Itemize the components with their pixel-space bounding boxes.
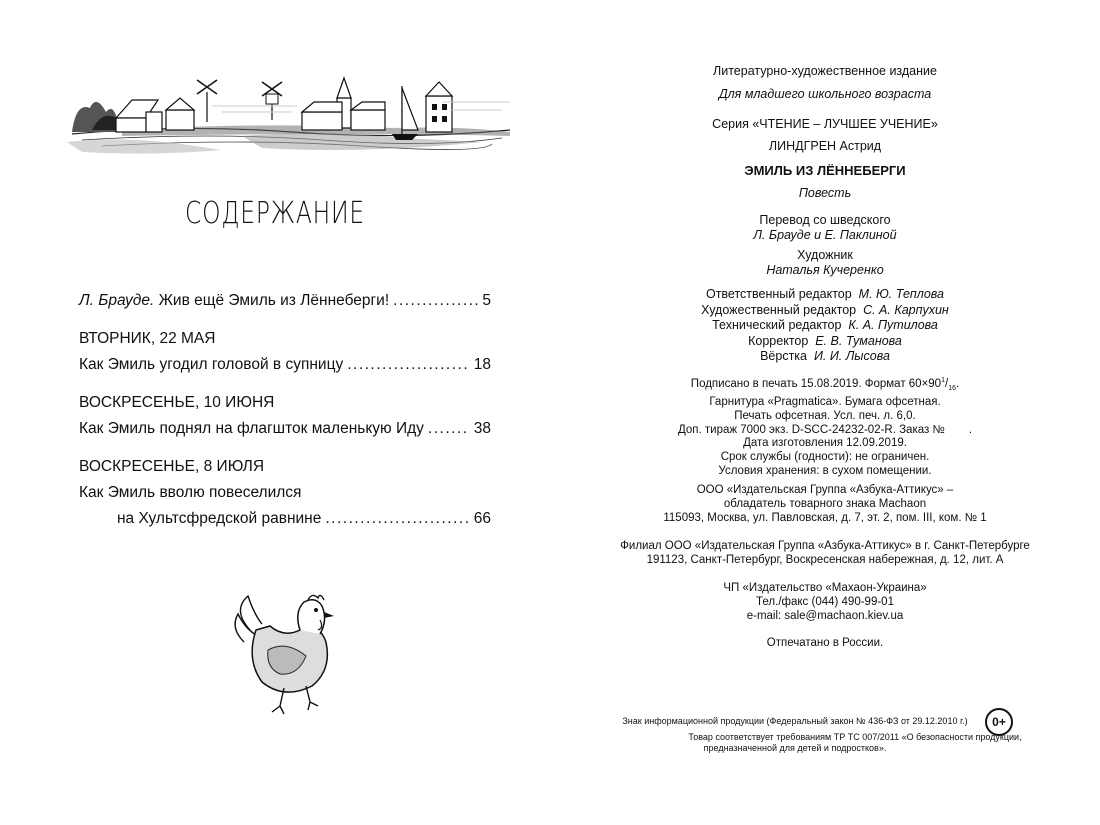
credits-staff — [550, 287, 1100, 365]
print-shelf-life: Срок службы (годности): не ограничен. — [720, 451, 930, 464]
toc-entry[interactable] — [79, 418, 491, 440]
credit-line: Ответственный редактор М. Ю. Теплова — [705, 287, 944, 301]
toc-entry[interactable] — [79, 354, 491, 376]
toc-entry-author: Л. Брауде. — [79, 292, 155, 309]
credit-line: Вёрстка И. И. Лысова — [760, 349, 890, 363]
print-storage: Условия хранения: в сухом помещении. — [718, 464, 932, 477]
table-of-contents — [79, 290, 491, 530]
ukraine-block: ЧП «Издательство «Махаон-Украина» Тел./факс (044) 490-99-01 e-mail: sale@machaon.kiev.ua — [550, 582, 1100, 623]
print-typeface: Гарнитура «Pragmatica». Бумага офсетная. — [709, 395, 941, 408]
toc-entry-page: 66 — [473, 510, 491, 527]
compliance-line-2: предназначенной для детей и подростков». — [703, 743, 887, 753]
toc-section-date: ВОСКРЕСЕНЬЕ, 10 ИЮНЯ — [79, 394, 275, 411]
print-printing: Печать офсетная. Усл. печ. л. 6,0. — [734, 409, 916, 422]
print-manufactured: Дата изготовления 12.09.2019. — [743, 437, 907, 450]
email-link[interactable]: e-mail: sale@machaon.kiev.ua — [746, 609, 904, 622]
dot-leader — [325, 508, 469, 530]
artist: Наталья Кучеренко — [766, 263, 884, 277]
compliance-line-1: Товар соответствует требованиям ТР ТС 007/2011 «О безопасности продукции, — [688, 732, 1022, 742]
toc-section-date: ВТОРНИК, 22 МАЯ — [79, 330, 216, 347]
toc-entry-page: 5 — [482, 292, 491, 309]
info-sign: Знак информационной продукции (Федеральный закон № 436-ФЗ от 29.12.2010 г.) — [622, 716, 968, 726]
translation-label: Перевод со шведского — [759, 213, 891, 227]
toc-entry-page: 38 — [473, 420, 491, 437]
right-page — [550, 0, 1100, 825]
translators: Л. Брауде и Е. Паклиной — [753, 228, 897, 242]
toc-entry-page: 18 — [473, 356, 491, 373]
author: ЛИНДГРЕН Астрид — [768, 139, 882, 153]
printed-in: Отпечатано в России. — [766, 637, 884, 649]
dot-leader — [347, 354, 470, 376]
toc-entry-title: Как Эмиль угодил головой в супницу — [79, 356, 344, 373]
dot-leader — [428, 418, 470, 440]
rooster-illustration — [228, 590, 353, 720]
toc-entry[interactable] — [79, 290, 491, 312]
age-rating-badge: 0+ — [985, 708, 1013, 736]
print-signed: Подписано в печать 15.08.2019. Формат $60\times 90^1/_{16}$. — [690, 377, 960, 393]
dot-leader — [393, 290, 478, 312]
toc-section-date: ВОСКРЕСЕНЬЕ, 8 ИЮЛЯ — [79, 458, 265, 475]
book-title: ЭМИЛЬ ИЗ ЛЁННЕБЕРГИ — [744, 163, 906, 178]
toc-entry-title-line1: Как Эмиль вволю повеселился — [79, 484, 302, 501]
print-info — [550, 374, 1100, 479]
village-landscape-illustration — [62, 72, 510, 160]
toc-entry-title: Жив ещё Эмиль из Лённеберги! — [158, 292, 390, 309]
edition-type: Литературно-художественное издание — [713, 64, 937, 78]
publisher-block: ООО «Издательская Группа «Азбука-Аттикус» – обладатель товарного знака Machaon 115093, Москва, ул. Павловская, д. 7, эт. 2, пом. III, ком. № 1 — [663, 484, 987, 524]
credit-line: Корректор Е. В. Туманова — [748, 333, 902, 348]
artist-label: Художник — [797, 248, 853, 262]
toc-entry-title-line2: на Хультсфредской равнине — [117, 510, 322, 527]
toc-entry[interactable] — [79, 482, 491, 530]
toc-entry-title: Как Эмиль поднял на флагшток маленькую Иду — [79, 420, 424, 437]
toc-title: СОДЕРЖАНИЕ — [184, 196, 366, 231]
genre: Повесть — [798, 186, 852, 200]
series: Серия «ЧТЕНИЕ – ЛУЧШЕЕ УЧЕНИЕ» — [712, 117, 938, 131]
print-run: Доп. тираж 7000 экз. D-SCC-24232-02-R. Заказ № . — [677, 423, 973, 436]
branch-block: Филиал ООО «Издательская Группа «Азбука-Аттикус» в г. Санкт-Петербурге 191123, Санкт-Петербург, Воскресенская набережная, д. 12, лит. А — [620, 540, 1030, 566]
age-group: Для младшего школьного возраста — [718, 87, 932, 101]
credit-line: Художественный редактор С. А. Карпухин — [701, 302, 949, 317]
credit-line: Технический редактор К. А. Путилова — [712, 318, 938, 332]
